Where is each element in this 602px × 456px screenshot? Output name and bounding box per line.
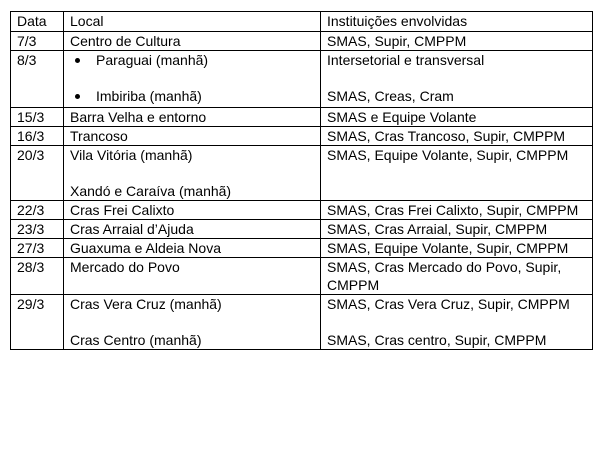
institutions-text: SMAS, Cras Arraial, Supir, CMPPM [327, 221, 548, 237]
local-line: Guaxuma e Aldeia Nova [70, 240, 221, 256]
table-row [11, 258, 593, 295]
institutions-text: SMAS, Cras centro, Supir, CMPPM [327, 332, 547, 348]
cell-date: 7/3 [11, 32, 64, 51]
cell-institutions [321, 32, 593, 51]
cell-local [64, 258, 321, 295]
cell-local [64, 239, 321, 258]
cell-date: 23/3 [11, 220, 64, 239]
cell-institutions [321, 51, 593, 108]
local-line: Cras Frei Calixto [70, 202, 175, 218]
cell-institutions [321, 108, 593, 127]
table-row [11, 201, 593, 220]
cell-local [64, 32, 321, 51]
cell-local [64, 220, 321, 239]
cell-local [64, 127, 321, 146]
institutions-text: SMAS, Cras Frei Calixto, Supir, CMPPM [327, 202, 579, 218]
institutions-text: SMAS, Supir, CMPPM [327, 33, 467, 49]
table-row [11, 127, 593, 146]
header-institutions: Instituições envolvidas [321, 12, 593, 32]
cell-date: 22/3 [11, 201, 64, 220]
local-line: Xandó e Caraíva (manhã) [70, 183, 232, 199]
institutions-text: SMAS, Creas, Cram [327, 88, 454, 104]
institutions-text: SMAS, Cras Vera Cruz, Supir, CMPPM [327, 296, 570, 312]
table-row [11, 32, 593, 51]
cell-date: 16/3 [11, 127, 64, 146]
institutions-text: SMAS e Equipe Volante [327, 109, 477, 125]
bullet-icon [75, 58, 80, 63]
table-row [11, 108, 593, 127]
table-row [11, 146, 593, 201]
header-date: Data [11, 12, 64, 32]
table-row [11, 239, 593, 258]
local-line: Imbiriba (manhã) [96, 88, 202, 104]
cell-institutions [321, 239, 593, 258]
bullet-icon [75, 94, 80, 99]
local-line: Barra Velha e entorno [70, 109, 207, 125]
institutions-text: SMAS, Equipe Volante, Supir, CMPPM [327, 240, 569, 256]
local-line: Cras Centro (manhã) [70, 332, 202, 348]
cell-institutions [321, 295, 593, 350]
cell-date: 20/3 [11, 146, 64, 201]
cell-local [64, 201, 321, 220]
institutions-text: Intersetorial e transversal [327, 52, 485, 68]
list-item [70, 51, 314, 69]
cell-date: 29/3 [11, 295, 64, 350]
list-item [70, 87, 314, 105]
cell-institutions [321, 127, 593, 146]
local-line: Paraguai (manhã) [96, 52, 209, 68]
local-line: Trancoso [70, 128, 128, 144]
cell-local [64, 295, 321, 350]
institutions-text: SMAS, Cras Mercado do Povo, Supir, CMPPM [327, 259, 562, 293]
local-line: Cras Arraial d’Ajuda [70, 221, 194, 237]
cell-institutions [321, 201, 593, 220]
local-line: Centro de Cultura [70, 33, 181, 49]
schedule-table [10, 11, 593, 350]
local-line: Mercado do Povo [70, 259, 180, 275]
cell-local [64, 108, 321, 127]
local-line: Vila Vitória (manhã) [70, 147, 193, 163]
cell-date: 8/3 [11, 51, 64, 108]
cell-local [64, 51, 321, 108]
table-row [11, 220, 593, 239]
cell-institutions [321, 146, 593, 201]
table-row [11, 295, 593, 350]
cell-date: 28/3 [11, 258, 64, 295]
institutions-text: SMAS, Equipe Volante, Supir, CMPPM [327, 147, 569, 163]
institutions-text: SMAS, Cras Trancoso, Supir, CMPPM [327, 128, 566, 144]
table-row [11, 51, 593, 108]
cell-date: 27/3 [11, 239, 64, 258]
cell-date: 15/3 [11, 108, 64, 127]
cell-institutions [321, 220, 593, 239]
local-line: Cras Vera Cruz (manhã) [70, 296, 222, 312]
cell-local [64, 146, 321, 201]
header-row [11, 12, 593, 32]
cell-institutions [321, 258, 593, 295]
header-local: Local [64, 12, 321, 32]
